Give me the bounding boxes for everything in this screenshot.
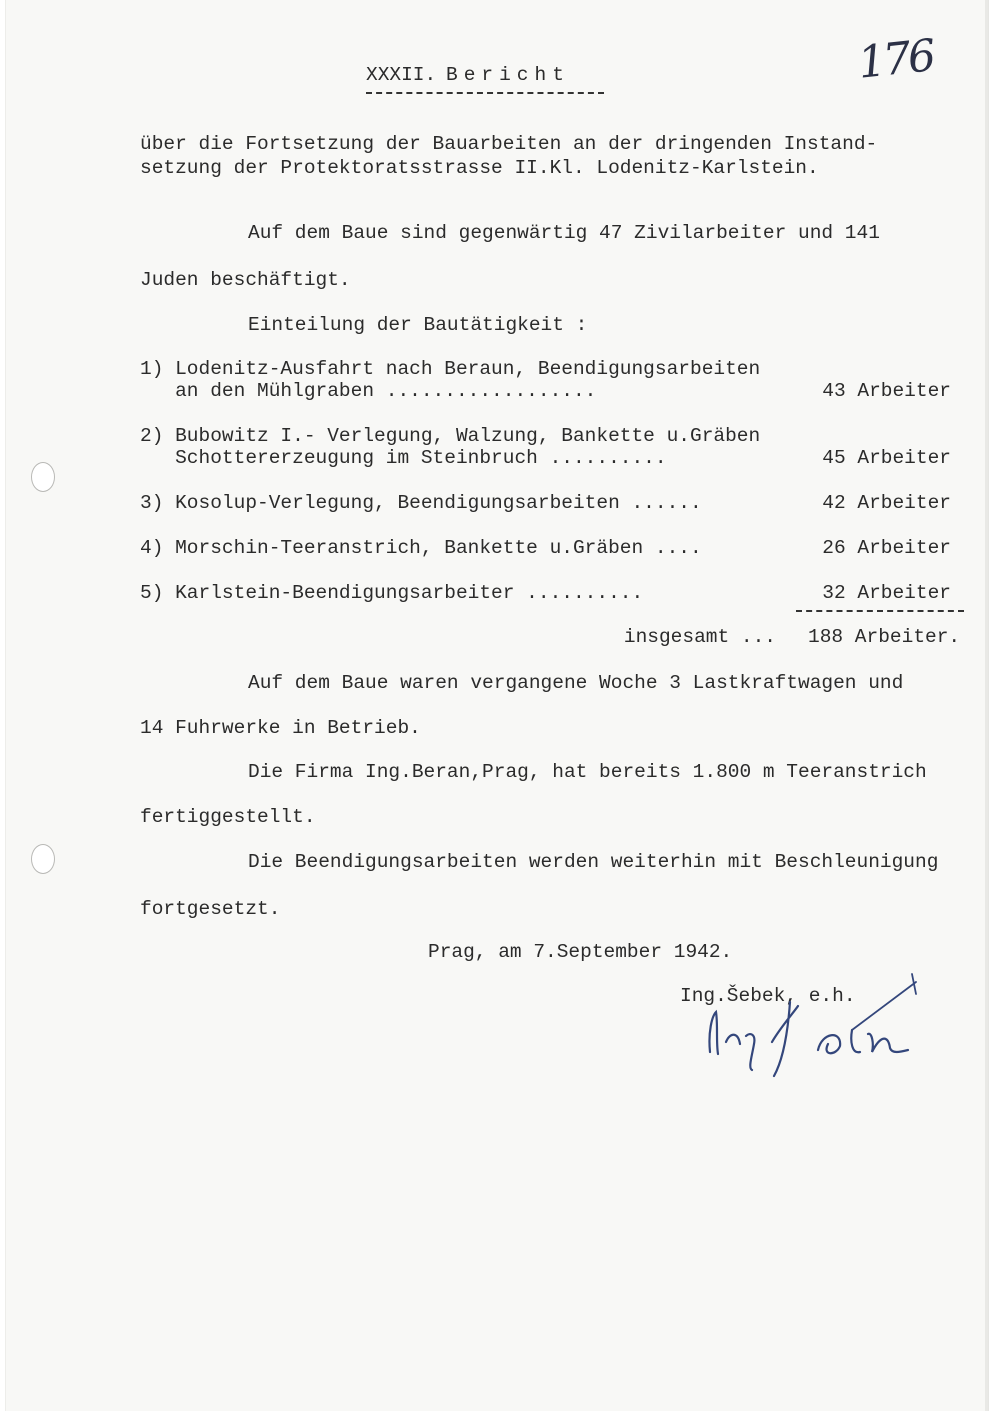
handwritten-signature <box>702 972 922 1082</box>
place-date: Prag, am 7.September 1942. <box>428 941 733 963</box>
paragraph-3-line-1: Die Firma Ing.Beran,Prag, hat bereits 1.800 m Teeranstrich <box>248 761 927 783</box>
subtitle-line-1: über die Fortsetzung der Bauarbeiten an der dringenden Instand- <box>140 133 878 155</box>
list-item-1-count: 43 Arbeiter <box>822 380 951 402</box>
signatory-name: Ing.Šebek, e.h. <box>680 985 856 1007</box>
list-item-2-line-1: 2) Bubowitz I.- Verlegung, Walzung, Bankette u.Gräben <box>140 425 761 447</box>
total-value: 188 Arbeiter. <box>808 626 961 648</box>
paragraph-1-line-1: Auf dem Baue sind gegenwärtig 47 Zivilarbeiter und 141 <box>248 222 880 244</box>
list-item-1-line-2: an den Mühlgraben .................. <box>140 380 597 402</box>
list-item-3-line-1: 3) Kosolup-Verlegung, Beendigungsarbeiten ...... <box>140 492 702 514</box>
title-word: Bericht <box>446 64 570 86</box>
sum-rule <box>796 610 964 612</box>
paragraph-2-line-1: Auf dem Baue waren vergangene Woche 3 Lastkraftwagen und <box>248 672 904 694</box>
list-item-1-line-1: 1) Lodenitz-Ausfahrt nach Beraun, Beendigungsarbeiten <box>140 358 761 380</box>
paragraph-4-line-2: fortgesetzt. <box>140 898 281 920</box>
title-underline <box>366 92 604 94</box>
list-heading: Einteilung der Bautätigkeit : <box>248 314 588 336</box>
punch-hole-bottom <box>31 844 55 874</box>
list-item-5-count: 32 Arbeiter <box>822 582 951 604</box>
title-number: XXXII. <box>366 64 437 86</box>
paragraph-4-line-1: Die Beendigungsarbeiten werden weiterhin mit Beschleunigung <box>248 851 939 873</box>
paragraph-2-line-2: 14 Fuhrwerke in Betrieb. <box>140 717 421 739</box>
total-label: insgesamt ... <box>623 626 776 648</box>
page-edge <box>985 0 988 1411</box>
list-item-4-count: 26 Arbeiter <box>822 537 951 559</box>
list-item-2-line-2: Schottererzeugung im Steinbruch .......... <box>140 447 667 469</box>
paragraph-1-line-2: Juden beschäftigt. <box>140 269 351 291</box>
paragraph-3-line-2: fertiggestellt. <box>140 806 316 828</box>
punch-hole-top <box>31 462 55 492</box>
document-page <box>6 0 988 1411</box>
handwritten-page-number: 176 <box>855 30 936 89</box>
subtitle-line-2: setzung der Protektoratsstrasse II.Kl. Lodenitz-Karlstein. <box>140 157 819 179</box>
list-item-5-line-1: 5) Karlstein-Beendigungsarbeiter .......... <box>140 582 644 604</box>
list-item-2-count: 45 Arbeiter <box>822 447 951 469</box>
list-item-3-count: 42 Arbeiter <box>822 492 951 514</box>
list-item-4-line-1: 4) Morschin-Teeranstrich, Bankette u.Gräben .... <box>140 537 702 559</box>
